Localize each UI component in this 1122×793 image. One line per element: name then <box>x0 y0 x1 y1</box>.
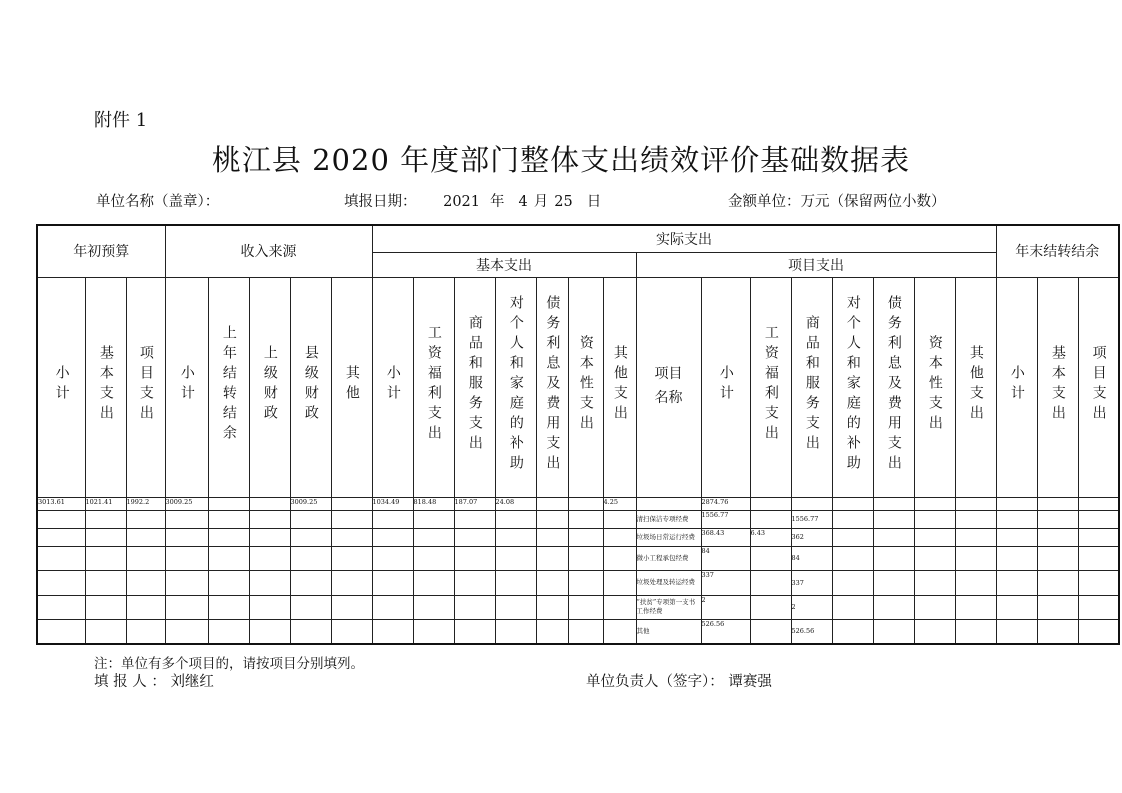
filler <box>94 670 214 691</box>
cell-project-salary: 6.43 <box>750 528 791 546</box>
cell-budget-basic <box>85 528 126 546</box>
column-header-label: 工资福利支出 <box>425 325 442 445</box>
column-header-label: 商品和服务支出 <box>803 315 820 455</box>
cell-budget-project <box>126 528 165 546</box>
cell-budget-basic <box>85 570 126 595</box>
cell-basic-debt <box>536 528 568 546</box>
column-header-label: 小计 <box>1008 365 1025 405</box>
cell-income-prev-carryover <box>208 595 249 619</box>
column-header-basic-salary <box>413 277 454 497</box>
cell-project-subtotal: 2874.76 <box>701 497 750 510</box>
cell-basic-goods <box>454 528 495 546</box>
cell-project-capital <box>914 528 955 546</box>
cell-income-other <box>331 528 372 546</box>
cell-project-capital <box>914 546 955 570</box>
cell-project-name: “扶贫”专项第一支书工作经费 <box>636 595 701 619</box>
column-header-label: 项目名称 <box>654 366 683 406</box>
column-header-label: 对个人和家庭的补助 <box>844 295 861 475</box>
cell-basic-other <box>603 619 636 644</box>
cell-basic-subsidy <box>495 619 536 644</box>
responsible-label: 单位负责人（签字）： <box>586 674 724 690</box>
cell-basic-salary: 818.48 <box>413 497 454 510</box>
cell-project-salary <box>750 570 791 595</box>
cell-project-goods: 84 <box>791 546 832 570</box>
cell-budget-basic <box>85 595 126 619</box>
cell-end-project <box>1078 570 1119 595</box>
cell-basic-subtotal: 1034.49 <box>372 497 413 510</box>
cell-budget-subtotal <box>37 546 85 570</box>
cell-basic-debt <box>536 546 568 570</box>
cell-income-other <box>331 595 372 619</box>
page-title: 桃江县 2020 年度部门整体支出绩效评价基础数据表 <box>211 143 911 177</box>
column-header-row <box>37 277 1119 497</box>
header-actual-expenditure: 实际支出 <box>372 225 996 252</box>
cell-income-subtotal <box>165 619 208 644</box>
cell-end-project <box>1078 595 1119 619</box>
cell-basic-salary <box>413 570 454 595</box>
cell-basic-salary <box>413 546 454 570</box>
amount-unit-label: 金额单位：万元（保留两位小数） <box>728 194 946 210</box>
cell-project-capital <box>914 595 955 619</box>
date-day: 25 <box>554 194 573 210</box>
cell-basic-subsidy: 24.08 <box>495 497 536 510</box>
cell-project-other <box>955 510 996 528</box>
column-header-project-subtotal <box>701 277 750 497</box>
cell-budget-subtotal <box>37 528 85 546</box>
cell-income-prev-carryover <box>208 510 249 528</box>
cell-project-other <box>955 546 996 570</box>
column-header-income-county <box>290 277 331 497</box>
cell-project-subtotal: 2 <box>701 595 750 619</box>
table-row <box>37 497 1119 510</box>
cell-end-subtotal <box>996 619 1037 644</box>
cell-basic-subtotal <box>372 595 413 619</box>
cell-basic-other <box>603 546 636 570</box>
cell-income-other <box>331 510 372 528</box>
column-header-project-goods <box>791 277 832 497</box>
cell-budget-project: 1992.2 <box>126 497 165 510</box>
cell-budget-basic <box>85 619 126 644</box>
cell-basic-subtotal <box>372 528 413 546</box>
cell-income-superior <box>249 528 290 546</box>
cell-project-goods: 1556.77 <box>791 510 832 528</box>
cell-income-subtotal <box>165 570 208 595</box>
column-header-income-superior <box>249 277 290 497</box>
cell-income-prev-carryover <box>208 570 249 595</box>
column-header-label: 上年结转结余 <box>220 325 237 445</box>
cell-project-subsidy <box>832 546 873 570</box>
cell-budget-subtotal: 3013.61 <box>37 497 85 510</box>
column-header-budget-basic <box>85 277 126 497</box>
cell-basic-debt <box>536 510 568 528</box>
cell-end-subtotal <box>996 497 1037 510</box>
cell-basic-subtotal <box>372 570 413 595</box>
cell-project-subtotal: 368.43 <box>701 528 750 546</box>
cell-basic-subtotal <box>372 510 413 528</box>
cell-project-debt <box>873 528 914 546</box>
column-header-budget-project <box>126 277 165 497</box>
cell-basic-other <box>603 510 636 528</box>
cell-budget-project <box>126 546 165 570</box>
cell-end-basic <box>1037 595 1078 619</box>
table-body <box>37 497 1119 644</box>
header-basic-expenditure: 基本支出 <box>372 252 636 277</box>
filler-label: 填 报 人 ： <box>94 674 166 690</box>
cell-basic-debt <box>536 595 568 619</box>
cell-end-basic <box>1037 497 1078 510</box>
cell-budget-basic: 1021.41 <box>85 497 126 510</box>
column-header-label: 小计 <box>53 365 70 405</box>
cell-budget-subtotal <box>37 570 85 595</box>
cell-income-subtotal <box>165 595 208 619</box>
cell-project-debt <box>873 510 914 528</box>
cell-end-basic <box>1037 528 1078 546</box>
cell-income-county <box>290 619 331 644</box>
cell-project-goods: 337 <box>791 570 832 595</box>
cell-project-name: 微小工程承包经费 <box>636 546 701 570</box>
cell-project-subtotal: 526.56 <box>701 619 750 644</box>
column-header-label: 资本性支出 <box>577 335 594 435</box>
column-header-income-prev-carryover <box>208 277 249 497</box>
column-header-project-name <box>636 277 701 497</box>
cell-budget-project <box>126 619 165 644</box>
cell-basic-salary <box>413 595 454 619</box>
cell-basic-goods <box>454 595 495 619</box>
cell-income-superior <box>249 619 290 644</box>
year-word: 年 <box>490 194 505 210</box>
cell-project-salary <box>750 510 791 528</box>
cell-project-salary <box>750 497 791 510</box>
responsible-person <box>586 670 772 691</box>
cell-project-subsidy <box>832 497 873 510</box>
cell-income-subtotal <box>165 528 208 546</box>
cell-income-other <box>331 570 372 595</box>
cell-basic-subtotal <box>372 619 413 644</box>
data-table <box>36 224 1120 645</box>
cell-income-county <box>290 510 331 528</box>
cell-basic-subsidy <box>495 546 536 570</box>
cell-end-project <box>1078 528 1119 546</box>
column-header-basic-goods <box>454 277 495 497</box>
column-header-basic-other <box>603 277 636 497</box>
table-row <box>37 528 1119 546</box>
column-header-label: 工资福利支出 <box>762 325 779 445</box>
cell-project-subtotal: 84 <box>701 546 750 570</box>
cell-basic-capital <box>568 497 603 510</box>
cell-basic-other <box>603 595 636 619</box>
column-header-label: 小计 <box>384 365 401 405</box>
cell-budget-basic <box>85 510 126 528</box>
footnote: 注：单位有多个项目的，请按项目分别填列。 <box>94 656 364 672</box>
column-header-label: 其他支出 <box>611 345 628 425</box>
column-header-label: 基本支出 <box>1049 345 1066 425</box>
cell-project-capital <box>914 510 955 528</box>
cell-budget-subtotal <box>37 595 85 619</box>
column-header-label: 项目支出 <box>137 345 154 425</box>
cell-income-superior <box>249 510 290 528</box>
cell-basic-goods <box>454 546 495 570</box>
cell-budget-subtotal <box>37 619 85 644</box>
cell-income-county <box>290 546 331 570</box>
cell-income-other <box>331 619 372 644</box>
cell-project-subsidy <box>832 510 873 528</box>
column-header-basic-subsidy <box>495 277 536 497</box>
column-header-label: 资本性支出 <box>926 335 943 435</box>
cell-project-capital <box>914 570 955 595</box>
column-header-label: 基本支出 <box>97 345 114 425</box>
cell-project-goods: 362 <box>791 528 832 546</box>
cell-basic-debt <box>536 570 568 595</box>
cell-basic-subsidy <box>495 528 536 546</box>
cell-basic-subtotal <box>372 546 413 570</box>
cell-project-name <box>636 497 701 510</box>
cell-basic-goods <box>454 510 495 528</box>
month-word: 月 <box>533 194 549 210</box>
cell-income-subtotal <box>165 510 208 528</box>
column-header-label: 其他 <box>343 365 360 405</box>
cell-end-project <box>1078 497 1119 510</box>
cell-project-goods: 2 <box>791 595 832 619</box>
cell-project-subsidy <box>832 619 873 644</box>
cell-project-subsidy <box>832 570 873 595</box>
cell-basic-capital <box>568 546 603 570</box>
cell-basic-debt <box>536 497 568 510</box>
column-header-income-other <box>331 277 372 497</box>
cell-basic-debt <box>536 619 568 644</box>
cell-end-basic <box>1037 546 1078 570</box>
cell-income-superior <box>249 497 290 510</box>
cell-budget-subtotal <box>37 510 85 528</box>
cell-income-other <box>331 546 372 570</box>
cell-project-name: 垃圾场日常运行经费 <box>636 528 701 546</box>
cell-end-basic <box>1037 570 1078 595</box>
column-header-budget-subtotal <box>37 277 85 497</box>
cell-basic-subsidy <box>495 510 536 528</box>
column-header-label: 小计 <box>717 365 734 405</box>
cell-basic-subsidy <box>495 595 536 619</box>
cell-budget-project <box>126 595 165 619</box>
cell-project-debt <box>873 570 914 595</box>
cell-basic-salary <box>413 510 454 528</box>
column-header-label: 上级财政 <box>261 345 278 425</box>
cell-project-name: 垃圾处理及转运经费 <box>636 570 701 595</box>
cell-project-name: 清扫保洁专项经费 <box>636 510 701 528</box>
cell-income-prev-carryover <box>208 497 249 510</box>
cell-budget-project <box>126 570 165 595</box>
cell-income-other <box>331 497 372 510</box>
column-header-label: 项目支出 <box>1090 345 1107 425</box>
cell-end-subtotal <box>996 570 1037 595</box>
cell-project-salary <box>750 619 791 644</box>
header-project-expenditure: 项目支出 <box>636 252 996 277</box>
date-month: 4 <box>518 194 528 210</box>
cell-basic-capital <box>568 510 603 528</box>
cell-income-county: 3009.25 <box>290 497 331 510</box>
column-header-project-other <box>955 277 996 497</box>
cell-project-goods <box>791 497 832 510</box>
cell-basic-capital <box>568 595 603 619</box>
cell-project-other <box>955 497 996 510</box>
column-header-project-debt <box>873 277 914 497</box>
cell-project-other <box>955 595 996 619</box>
cell-project-other <box>955 528 996 546</box>
cell-basic-capital <box>568 619 603 644</box>
column-header-project-subsidy <box>832 277 873 497</box>
cell-project-salary <box>750 595 791 619</box>
attachment-label: 附件 1 <box>94 110 148 131</box>
responsible-name: 谭赛强 <box>728 674 772 690</box>
table-row <box>37 595 1119 619</box>
cell-income-superior <box>249 546 290 570</box>
cell-project-debt <box>873 497 914 510</box>
column-header-project-capital <box>914 277 955 497</box>
cell-income-county <box>290 528 331 546</box>
filler-name: 刘继红 <box>170 674 214 690</box>
column-header-end-basic <box>1037 277 1078 497</box>
cell-income-county <box>290 595 331 619</box>
cell-end-subtotal <box>996 528 1037 546</box>
cell-budget-project <box>126 510 165 528</box>
cell-basic-capital <box>568 528 603 546</box>
cell-project-subtotal: 1556.77 <box>701 510 750 528</box>
cell-project-goods: 526.56 <box>791 619 832 644</box>
cell-basic-goods <box>454 619 495 644</box>
unit-name-label: 单位名称（盖章）： <box>96 194 220 210</box>
cell-project-debt <box>873 619 914 644</box>
cell-end-project <box>1078 510 1119 528</box>
table-row <box>37 510 1119 528</box>
column-header-income-subtotal <box>165 277 208 497</box>
header-year-end-balance: 年末结转结余 <box>996 225 1119 277</box>
cell-basic-subsidy <box>495 570 536 595</box>
cell-basic-other <box>603 570 636 595</box>
column-header-label: 债务利息及费用支出 <box>885 295 902 475</box>
cell-income-prev-carryover <box>208 619 249 644</box>
column-header-label: 商品和服务支出 <box>466 315 483 455</box>
date-year: 2021 <box>443 194 481 210</box>
column-header-label: 县级财政 <box>302 345 319 425</box>
cell-basic-other: 4.25 <box>603 497 636 510</box>
cell-basic-salary <box>413 528 454 546</box>
column-header-end-subtotal <box>996 277 1037 497</box>
header-income-source: 收入来源 <box>165 225 372 277</box>
cell-basic-capital <box>568 570 603 595</box>
cell-project-debt <box>873 546 914 570</box>
column-header-basic-capital <box>568 277 603 497</box>
fill-date-label: 填报日期： <box>344 194 417 210</box>
column-header-label: 其他支出 <box>967 345 984 425</box>
cell-basic-goods <box>454 570 495 595</box>
fill-date-value <box>443 194 611 210</box>
cell-project-other <box>955 570 996 595</box>
cell-project-subtotal: 337 <box>701 570 750 595</box>
table-row <box>37 619 1119 644</box>
column-header-label: 债务利息及费用支出 <box>544 295 561 475</box>
cell-end-subtotal <box>996 595 1037 619</box>
day-word: 日 <box>586 194 602 210</box>
cell-project-subsidy <box>832 595 873 619</box>
cell-income-prev-carryover <box>208 528 249 546</box>
cell-project-capital <box>914 497 955 510</box>
cell-project-debt <box>873 595 914 619</box>
cell-end-subtotal <box>996 546 1037 570</box>
cell-project-capital <box>914 619 955 644</box>
column-header-basic-subtotal <box>372 277 413 497</box>
cell-basic-other <box>603 528 636 546</box>
cell-income-prev-carryover <box>208 546 249 570</box>
cell-income-subtotal <box>165 546 208 570</box>
cell-project-other <box>955 619 996 644</box>
cell-budget-basic <box>85 546 126 570</box>
cell-project-name: 其他 <box>636 619 701 644</box>
table-row <box>37 570 1119 595</box>
column-header-label: 小计 <box>178 365 195 405</box>
cell-project-subsidy <box>832 528 873 546</box>
cell-basic-goods: 187.07 <box>454 497 495 510</box>
header-initial-budget: 年初预算 <box>37 225 165 277</box>
fill-date <box>344 190 611 211</box>
cell-end-project <box>1078 546 1119 570</box>
cell-income-superior <box>249 570 290 595</box>
cell-end-subtotal <box>996 510 1037 528</box>
column-header-basic-debt <box>536 277 568 497</box>
column-header-project-salary <box>750 277 791 497</box>
cell-basic-salary <box>413 619 454 644</box>
cell-end-project <box>1078 619 1119 644</box>
cell-project-salary <box>750 546 791 570</box>
cell-income-superior <box>249 595 290 619</box>
table-row <box>37 546 1119 570</box>
cell-end-basic <box>1037 510 1078 528</box>
cell-income-subtotal: 3009.25 <box>165 497 208 510</box>
column-header-end-project <box>1078 277 1119 497</box>
column-header-label: 对个人和家庭的补助 <box>507 295 524 475</box>
cell-end-basic <box>1037 619 1078 644</box>
cell-income-county <box>290 570 331 595</box>
